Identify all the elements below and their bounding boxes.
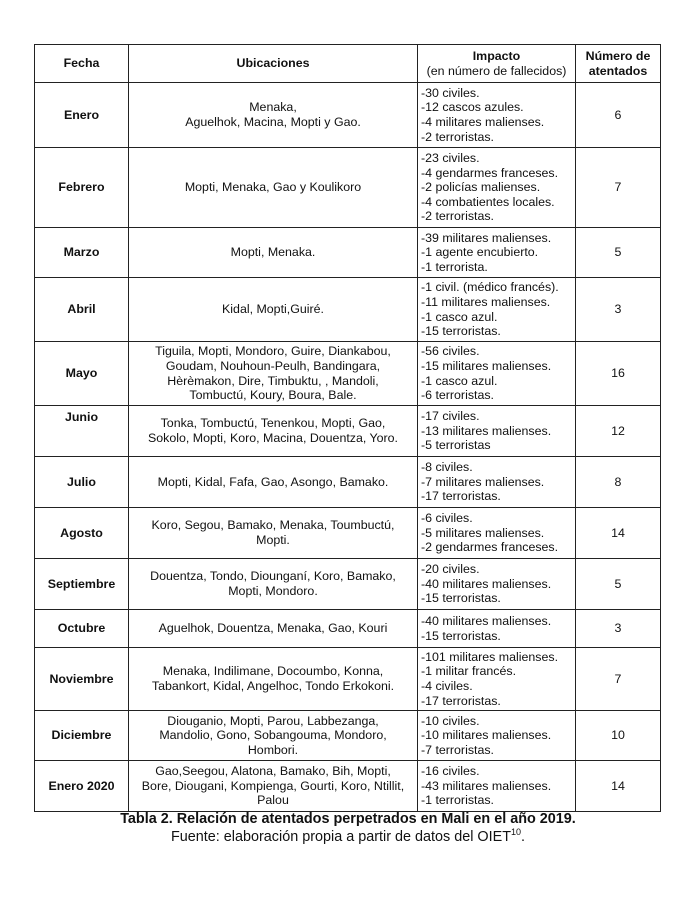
ubicaciones-line: Diouganio, Mopti, Parou, Labbezanga, (167, 713, 379, 728)
cell-ubicaciones (129, 610, 418, 648)
impacto-line: -1 militar francés. (421, 664, 517, 679)
table-row (35, 406, 661, 457)
ubicaciones-line: Aguelhok, Macina, Mopti y Gao. (185, 115, 361, 129)
cell-impacto (418, 508, 576, 559)
ubicaciones-line: Goudam, Nouhoun-Peulh, Bandingara, (165, 358, 381, 373)
impacto-line: -15 terroristas. (421, 591, 501, 606)
cell-impacto (418, 610, 576, 648)
impacto-line: -1 agente encubierto. (421, 245, 539, 260)
impacto-line: -2 terroristas. (421, 129, 494, 144)
attacks-table (34, 44, 661, 812)
impacto-line: -1 casco azul. (421, 309, 498, 324)
cell-impacto (418, 559, 576, 610)
ubicaciones-line: Mopti, Menaka, Gao y Koulikoro (184, 180, 362, 195)
table-caption (0, 810, 696, 846)
ubicaciones-line: Hèrèmakon, Dire, Timbuktu, , Mandoli, (167, 373, 379, 388)
impacto-line: -2 terroristas. (421, 209, 494, 224)
ubicaciones-line: Mopti, Menaka. (230, 245, 316, 260)
ubicaciones-line: Tombuctú, Koury, Boura, Bale. (189, 388, 357, 403)
cell-fecha: Febrero (35, 148, 129, 228)
table-row (35, 278, 661, 342)
impacto-line: -10 militares malienses. (421, 728, 552, 743)
impacto-line: -1 casco azul. (421, 373, 498, 388)
impacto-line: -17 civiles. (421, 409, 480, 424)
impacto-line: -1 terrorista. (421, 259, 488, 274)
cell-impacto (418, 648, 576, 711)
cell-fecha: Agosto (35, 508, 129, 559)
impacto-line: -6 terroristas. (421, 388, 494, 403)
impacto-line: -2 policías malienses. (421, 180, 541, 195)
impacto-line: -23 civiles. (421, 151, 480, 166)
cell-numero: 14 (576, 508, 661, 559)
cell-fecha: Mayo (35, 342, 129, 406)
table-row (35, 711, 661, 761)
table-row (35, 228, 661, 278)
table-row (35, 648, 661, 711)
table-header-row (35, 45, 661, 83)
caption-source: Fuente: elaboración propia a partir de datos del OIET (171, 829, 511, 845)
cell-fecha: Abril (35, 278, 129, 342)
ubicaciones-line: Mopti. (256, 533, 290, 547)
caption-source-line (0, 828, 696, 846)
ubicaciones-line: Mopti, Kidal, Fafa, Gao, Asongo, Bamako. (157, 474, 389, 489)
cell-ubicaciones (129, 148, 418, 228)
cell-ubicaciones (129, 406, 418, 457)
table-body (35, 83, 661, 812)
impacto-line: -40 militares malienses. (421, 613, 552, 628)
cell-impacto (418, 711, 576, 761)
cell-numero: 5 (576, 559, 661, 610)
ubicaciones-line: Kidal, Mopti,Guiré. (222, 302, 324, 317)
impacto-line: -17 terroristas. (421, 489, 501, 504)
cell-numero: 3 (576, 610, 661, 648)
cell-numero: 5 (576, 228, 661, 278)
impacto-line: -40 militares malienses. (421, 576, 552, 591)
table-row (35, 610, 661, 648)
ubicaciones-line: Tabankort, Kidal, Angelhoc, Tondo Erkokoni. (151, 679, 395, 693)
cell-fecha: Septiembre (35, 559, 129, 610)
table-row (35, 559, 661, 610)
ubicaciones-line: Palou (257, 793, 289, 808)
cell-fecha: Julio (35, 457, 129, 508)
cell-numero: 10 (576, 711, 661, 761)
impacto-line: -7 terroristas. (421, 742, 494, 757)
impacto-line: -4 gendarmes franceses. (421, 165, 559, 180)
table-row (35, 148, 661, 228)
impacto-line: -8 civiles. (421, 460, 473, 475)
impacto-line: -10 civiles. (421, 713, 480, 728)
cell-impacto (418, 83, 576, 148)
caption-title: Tabla 2. Relación de atentados perpetrados en Mali en el año 2019. (120, 811, 576, 827)
table-row (35, 83, 661, 148)
cell-ubicaciones (129, 761, 418, 812)
header-impacto-title: Impacto (472, 48, 521, 63)
cell-ubicaciones (129, 508, 418, 559)
cell-fecha: Noviembre (35, 648, 129, 711)
impacto-line: -30 civiles. (421, 85, 480, 100)
header-impacto-subtitle: (en número de fallecidos) (426, 63, 567, 78)
cell-fecha: Junio (35, 406, 129, 457)
impacto-line: -16 civiles. (421, 764, 480, 779)
header-numero-line1: Número de (585, 48, 651, 63)
header-fecha: Fecha (35, 45, 129, 83)
impacto-line: -6 civiles. (421, 511, 473, 526)
cell-fecha: Octubre (35, 610, 129, 648)
ubicaciones-line: Koro, Segou, Bamako, Menaka, Toumbuctú, (151, 518, 395, 533)
cell-numero: 14 (576, 761, 661, 812)
table-row (35, 457, 661, 508)
impacto-line: -4 combatientes locales. (421, 194, 555, 209)
cell-ubicaciones (129, 711, 418, 761)
ubicaciones-line: Tiguila, Mopti, Mondoro, Guire, Diankabou, (155, 344, 391, 359)
ubicaciones-line: Gao,Seegou, Alatona, Bamako, Bih, Mopti, (155, 764, 391, 779)
cell-ubicaciones (129, 278, 418, 342)
cell-ubicaciones (129, 228, 418, 278)
impacto-line: -12 cascos azules. (421, 100, 524, 115)
caption-source-end: . (521, 829, 525, 845)
cell-ubicaciones (129, 648, 418, 711)
cell-impacto (418, 761, 576, 812)
impacto-line: -4 civiles. (421, 679, 473, 693)
ubicaciones-line: Menaka, Indilimane, Docoumbo, Konna, (162, 664, 384, 679)
cell-impacto (418, 342, 576, 406)
impacto-line: -4 militares malienses. (421, 115, 545, 129)
ubicaciones-line: Hombori. (247, 742, 299, 757)
cell-ubicaciones (129, 342, 418, 406)
impacto-line: -5 terroristas (421, 438, 491, 453)
cell-numero: 3 (576, 278, 661, 342)
cell-ubicaciones (129, 83, 418, 148)
impacto-line: -2 gendarmes franceses. (421, 540, 559, 555)
impacto-line: -11 militares malienses. (421, 294, 551, 309)
ubicaciones-line: Mandolio, Gono, Sobangouma, Mondoro, (159, 728, 387, 743)
cell-fecha: Diciembre (35, 711, 129, 761)
cell-fecha: Marzo (35, 228, 129, 278)
impacto-line: -39 militares malienses. (421, 230, 552, 245)
impacto-line: -1 terroristas. (421, 793, 494, 808)
cell-impacto (418, 228, 576, 278)
cell-numero: 7 (576, 148, 661, 228)
cell-numero: 16 (576, 342, 661, 406)
ubicaciones-line: Menaka, (249, 100, 297, 115)
ubicaciones-line: Douentza, Tondo, Diounganí, Koro, Bamako, (150, 569, 396, 584)
impacto-line: -20 civiles. (421, 562, 480, 577)
attacks-table-container (34, 44, 660, 812)
table-row (35, 508, 661, 559)
cell-numero: 7 (576, 648, 661, 711)
cell-fecha: Enero 2020 (35, 761, 129, 812)
cell-impacto (418, 457, 576, 508)
impacto-line: -1 civil. (médico francés). (421, 280, 559, 295)
cell-numero: 6 (576, 83, 661, 148)
cell-ubicaciones (129, 457, 418, 508)
impacto-line: -101 militares malienses. (421, 649, 559, 664)
header-ubicaciones: Ubicaciones (129, 45, 418, 83)
cell-ubicaciones (129, 559, 418, 610)
impacto-line: -15 terroristas. (421, 324, 501, 339)
header-numero-line2: atentados (588, 63, 648, 78)
impacto-line: -15 terroristas. (421, 628, 501, 643)
ubicaciones-line: Mopti, Mondoro. (228, 584, 318, 598)
ubicaciones-line: Sokolo, Mopti, Koro, Macina, Douentza, Yoro. (147, 431, 399, 445)
cell-fecha: Enero (35, 83, 129, 148)
impacto-line: -43 militares malienses. (421, 778, 552, 793)
header-numero (576, 45, 661, 83)
caption-footnote: 10 (510, 827, 521, 838)
ubicaciones-line: Aguelhok, Douentza, Menaka, Gao, Kouri (158, 621, 388, 636)
cell-impacto (418, 406, 576, 457)
ubicaciones-line: Tonka, Tombuctú, Tenenkou, Mopti, Gao, (160, 416, 386, 431)
table-row (35, 342, 661, 406)
impacto-line: -7 militares malienses. (421, 474, 545, 489)
cell-numero: 12 (576, 406, 661, 457)
cell-impacto (418, 278, 576, 342)
cell-numero: 8 (576, 457, 661, 508)
impacto-line: -5 militares malienses. (421, 525, 545, 540)
ubicaciones-line: Bore, Diougani, Kompienga, Gourti, Koro, Ntillit, (141, 778, 405, 793)
table-row (35, 761, 661, 812)
cell-impacto (418, 148, 576, 228)
impacto-line: -15 militares malienses. (421, 358, 552, 373)
impacto-line: -56 civiles. (421, 344, 480, 359)
impacto-line: -13 militares malienses. (421, 423, 552, 438)
header-impacto (418, 45, 576, 83)
impacto-line: -17 terroristas. (421, 693, 501, 708)
